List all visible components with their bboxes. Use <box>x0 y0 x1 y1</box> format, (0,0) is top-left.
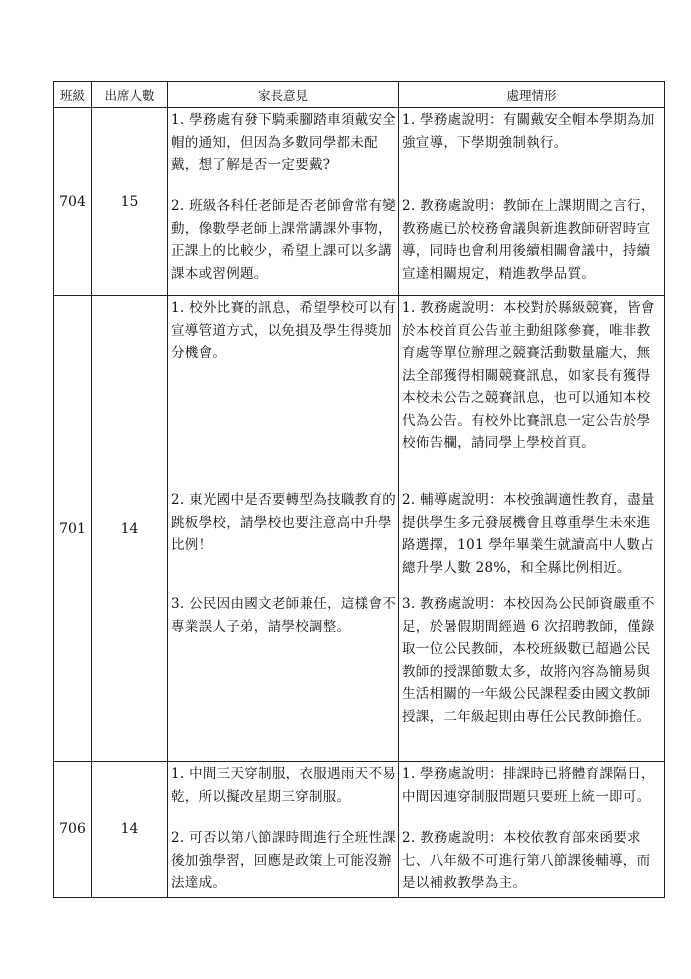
attendance-cell: 14 <box>92 762 168 898</box>
opinion-item: 1. 校外比賽的訊息，希望學校可以有宣導管道方式，以免損及學生得獎加分機會。 <box>171 300 397 361</box>
response-cell <box>399 296 665 762</box>
table-row <box>54 296 665 762</box>
header-class: 班級 <box>54 82 92 108</box>
opinions-cell <box>168 762 399 898</box>
response-item: 3. 教務處說明：本校因為公民師資嚴重不足，於暑假期間經過 6 次招聘教師，僅錄取一位公民教師，本校班級數已超過公民教師的授課節數太多，故將內容為簡易與生活相關的一年級公民課程委由國文教師授課，二年級起則由專任公民教師擔任。 <box>402 596 655 725</box>
opinion-item: 2. 班級各科任老師是否老師會常有變動，像數學老師上課常講課外事物，正課上的比較少，希望上課可以多講課本或習例題。 <box>171 198 397 282</box>
attendance-cell: 14 <box>92 296 168 762</box>
response-item: 2. 教務處說明：教師在上課期間之言行，教務處已於校務會議與新進教師研習時宣導，同時也會利用後續相關會議中，持續宣達相關規定，精進教學品質。 <box>402 198 655 282</box>
header-row <box>54 82 665 108</box>
response-item: 2. 教務處說明：本校依教育部來函要求七、八年級不可進行第八節課後輔導，而是以補救教學為主。 <box>402 830 651 891</box>
table-row <box>54 762 665 898</box>
opinion-item: 1. 中間三天穿制服，衣服遇雨天不易乾，所以擬改星期三穿制服。 <box>171 766 397 805</box>
class-cell: 706 <box>54 762 92 898</box>
opinion-item: 2. 東光國中是否要轉型為技職教育的跳板學校，請學校也要注意高中升學比例！ <box>171 492 397 553</box>
response-item: 2. 輔導處說明：本校強調適性教育，盡量提供學生多元發展機會且尊重學生未來進路選擇，101 學年畢業生就讀高中人數占總升學人數 28%，和全縣比例相近。 <box>402 492 655 576</box>
response-item: 1. 學務處說明：有關戴安全帽本學期為加強宣導，下學期強制執行。 <box>402 112 655 151</box>
opinion-item: 3. 公民因由國文老師兼任，這樣會不專業誤人子弟，請學校調整。 <box>171 596 397 635</box>
response-cell <box>399 762 665 898</box>
opinion-item: 2. 可否以第八節課時間進行全班性課後加強學習，回應是政策上可能沒辦法達成。 <box>171 830 397 891</box>
minutes-table <box>53 81 665 898</box>
class-cell: 701 <box>54 296 92 762</box>
opinion-item: 1. 學務處有發下騎乘腳踏車須戴安全帽的通知，但因為多數同學都未配戴，想了解是否一定要戴? <box>171 112 397 173</box>
response-item: 1. 教務處說明：本校對於縣級競賽，皆會於本校首頁公告並主動組隊參賽，唯非教育處等單位辦理之競賽活動數量龐大，無法全部獲得相關競賽訊息，如家長有獲得本校未公告之競賽訊息，也可以通知本校代為公告。有校外比賽訊息一定公告於學校佈告欄，請同學上學校首頁。 <box>402 300 655 451</box>
opinions-cell <box>168 296 399 762</box>
header-attendance: 出席人數 <box>92 82 168 108</box>
header-parent-opinions: 家長意見 <box>168 82 399 108</box>
response-item: 1. 學務處說明：排課時已將體育課隔日，中間因連穿制服問題只要班上統一即可。 <box>402 766 655 805</box>
response-cell <box>399 108 665 296</box>
opinions-cell <box>168 108 399 296</box>
class-cell: 704 <box>54 108 92 296</box>
table-row <box>54 108 665 296</box>
header-handling: 處理情形 <box>399 82 665 108</box>
attendance-cell: 15 <box>92 108 168 296</box>
